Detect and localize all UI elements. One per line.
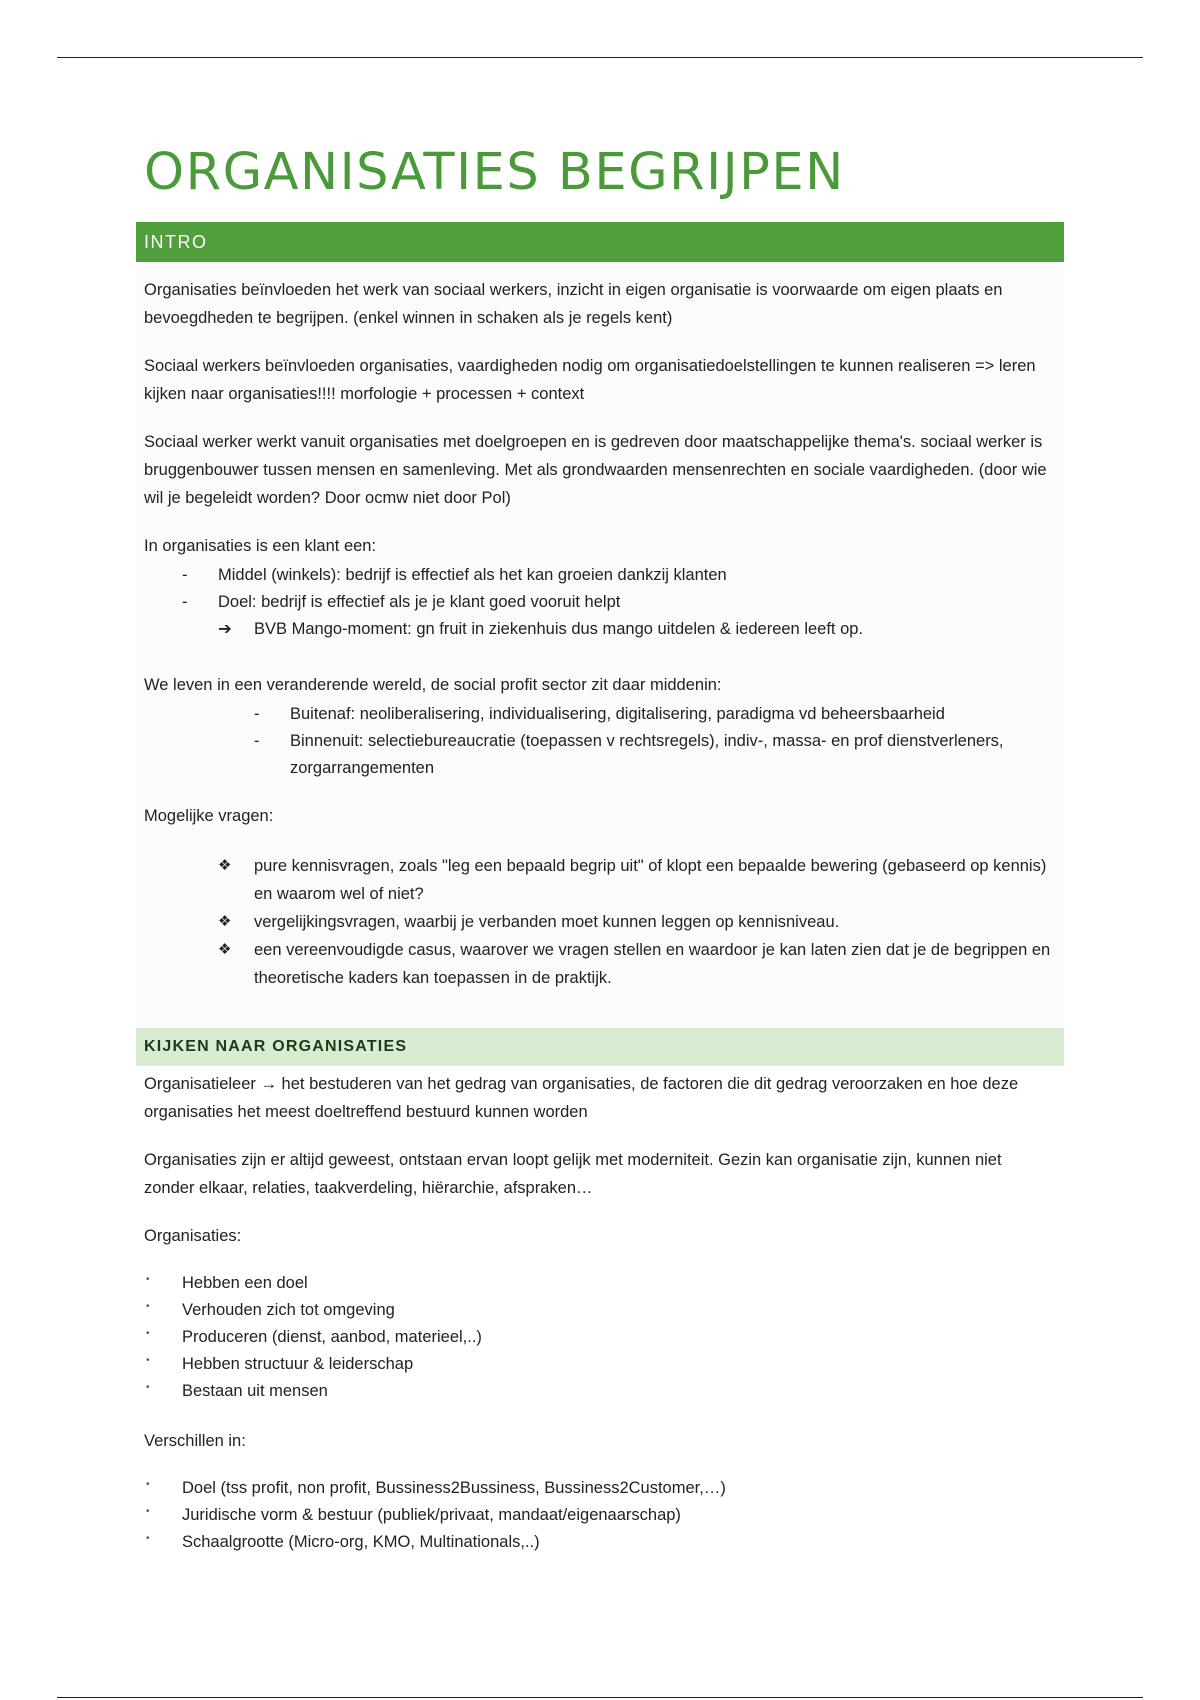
list-item: - Binnenuit: selectiebureaucratie (toepassen v rechtsregels), indiv-, massa- en prof dienstverleners, zorgarrangementen <box>144 728 1056 782</box>
list-item: • Hebben structuur & leiderschap <box>144 1351 1056 1378</box>
list-item: - Doel: bedrijf is effectief als je je klant goed vooruit helpt <box>144 589 1056 616</box>
list-item: - Buitenaf: neoliberalisering, individualisering, digitalisering, paradigma vd beheersbaarheid <box>144 701 1056 728</box>
list-item: • Bestaan uit mensen <box>144 1378 1056 1405</box>
document-content <box>136 140 1064 1592</box>
intro-heading: INTRO <box>136 222 1064 262</box>
kijken-paragraph-1: Organisatieleer → het bestuderen van het gedrag van organisaties, de factoren die dit gedrag veroorzaken en hoe deze organisaties het meest doeltreffend bestuurd kunnen worden <box>144 1075 1019 1121</box>
dash-marker: - <box>182 593 188 611</box>
vragen-list <box>144 852 1056 992</box>
list-item: ❖ een vereenvoudigde casus, waarover we vragen stellen en waardoor je kan laten zien dat je de begrippen en theoretische kaders kan toepassen in de praktijk. <box>144 936 1056 992</box>
organisaties-intro: Organisaties: <box>144 1227 242 1245</box>
document-title: ORGANISATIES BEGRIJPEN <box>144 143 845 202</box>
list-item: - Middel (winkels): bedrijf is effectief als het kan groeien dankzij klanten <box>144 562 1056 589</box>
verschillen-list <box>144 1475 1056 1556</box>
dot-marker: • <box>146 1328 150 1339</box>
kijken-heading: KIJKEN NAAR ORGANISATIES <box>136 1028 1064 1066</box>
verschillen-intro: Verschillen in: <box>144 1432 246 1450</box>
intro-paragraph-2: Sociaal werkers beïnvloeden organisaties, vaardigheden nodig om organisatiedoelstellingen te kunnen realiseren => leren kijken naar organisaties!!!! morfologie + processen + context <box>144 357 1036 403</box>
dot-marker: • <box>146 1479 150 1490</box>
list-item: ❖ pure kennisvragen, zoals "leg een bepaald begrip uit" of klopt een bepaalde bewering (gebaseerd op kennis) en waarom wel of niet? <box>144 852 1056 908</box>
page-top-rule <box>57 57 1143 58</box>
vragen-intro: Mogelijke vragen: <box>144 807 274 825</box>
dot-marker: • <box>146 1533 150 1544</box>
list-item: ➔ BVB Mango-moment: gn fruit in ziekenhuis dus mango uitdelen & iedereen leeft op. <box>144 616 1056 643</box>
page-bottom-rule <box>57 1697 1143 1698</box>
intro-paragraph-1: Organisaties beïnvloeden het werk van sociaal werkers, inzicht in eigen organisatie is voorwaarde om eigen plaats en bevoegdheden te begrijpen. (enkel winnen in schaken als je regels kent) <box>144 281 1003 327</box>
diamond-bullet-icon: ❖ <box>218 857 232 874</box>
intro-section <box>136 262 1064 1028</box>
dot-marker: • <box>146 1355 150 1366</box>
dash-marker: - <box>254 705 260 723</box>
list-item: • Juridische vorm & bestuur (publiek/privaat, mandaat/eigenaarschap) <box>144 1502 1056 1529</box>
dot-marker: • <box>146 1301 150 1312</box>
list-item: • Doel (tss profit, non profit, Bussiness2Bussiness, Bussiness2Customer,…) <box>144 1475 1056 1502</box>
kijken-paragraph-2: Organisaties zijn er altijd geweest, ontstaan ervan loopt gelijk met moderniteit. Gezin kan organisatie zijn, kunnen niet zonder elkaar, relaties, taakverdeling, hiërarchie, afspraken… <box>144 1151 1002 1197</box>
dash-marker: - <box>182 566 188 584</box>
diamond-bullet-icon: ❖ <box>218 913 232 930</box>
dash-marker: - <box>254 732 260 750</box>
klant-list <box>144 562 1056 643</box>
dot-marker: • <box>146 1274 150 1285</box>
wereld-intro: We leven in een veranderende wereld, de social profit sector zit daar middenin: <box>144 676 722 694</box>
list-item: • Produceren (dienst, aanbod, materieel,..) <box>144 1324 1056 1351</box>
dot-marker: • <box>146 1382 150 1393</box>
organisaties-list <box>144 1270 1056 1405</box>
diamond-bullet-icon: ❖ <box>218 941 232 958</box>
list-item: • Hebben een doel <box>144 1270 1056 1297</box>
arrow-icon: ➔ <box>218 620 232 638</box>
klant-intro: In organisaties is een klant een: <box>144 537 377 555</box>
intro-paragraph-3: Sociaal werker werkt vanuit organisaties met doelgroepen en is gedreven door maatschappelijke thema's. sociaal werker is bruggenbouwer tussen mensen en samenleving. Met als grondwaarden mensenrechten en sociale vaardigheden. (door wie wil je begeleidt worden? Door ocmw niet door Pol) <box>144 433 1047 507</box>
dot-marker: • <box>146 1506 150 1517</box>
list-item: • Verhouden zich tot omgeving <box>144 1297 1056 1324</box>
list-item: • Schaalgrootte (Micro-org, KMO, Multinationals,..) <box>144 1529 1056 1556</box>
wereld-list <box>144 701 1056 782</box>
kijken-section <box>136 1066 1064 1592</box>
list-item: ❖ vergelijkingsvragen, waarbij je verbanden moet kunnen leggen op kennisniveau. <box>144 908 1056 936</box>
